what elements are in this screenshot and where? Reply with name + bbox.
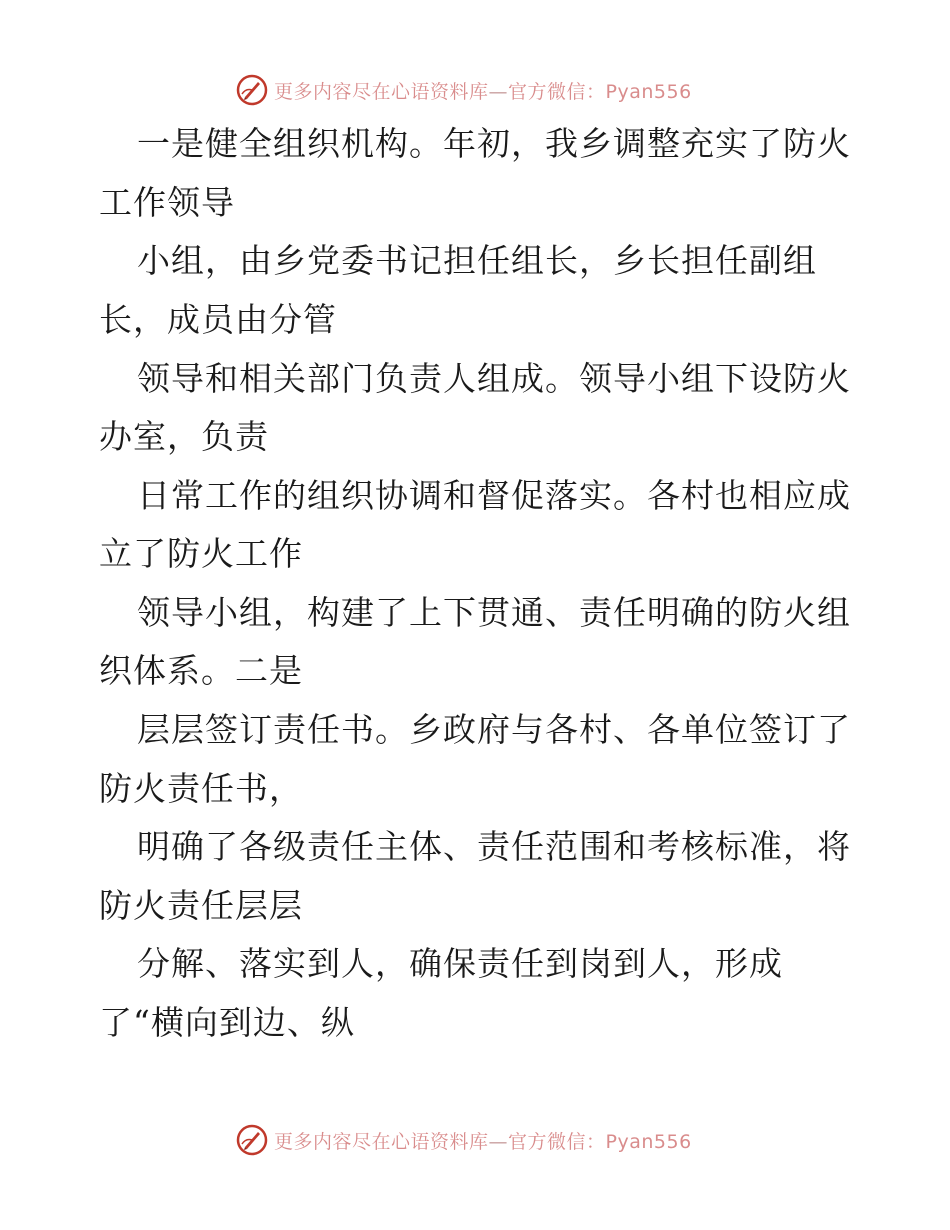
watermark-main-text: 更多内容尽在心语资料库 — [274, 1130, 489, 1153]
watermark-text — [274, 77, 692, 104]
body-line-11: 层层签订责任书。乡政府与各村、各单位签订了 — [137, 710, 851, 749]
body-line-15: 分解、落实到人，确保责任到岗到人，形成 — [137, 944, 783, 983]
body-line-1: 一是健全组织机构。年初，我乡调整充实了防火 — [137, 124, 851, 163]
body-line-16: 了“横向到边、纵 — [99, 1003, 355, 1042]
quill-seal-icon — [236, 74, 268, 106]
body-line-6: 办室，负责 — [99, 417, 269, 456]
watermark-dash: — — [488, 1130, 509, 1153]
body-line-3: 小组，由乡党委书记担任组长，乡长担任副组 — [137, 241, 817, 280]
body-line-10: 织体系。二是 — [99, 651, 303, 690]
watermark-tail-text: 官方微信：Pyan556 — [508, 80, 692, 103]
body-line-12: 防火责任书， — [99, 769, 303, 808]
watermark-dash: — — [488, 80, 509, 103]
body-line-8: 立了防火工作 — [99, 534, 303, 573]
footer-watermark — [236, 1123, 692, 1157]
body-line-13: 明确了各级责任主体、责任范围和考核标准，将 — [137, 827, 851, 866]
body-line-14: 防火责任层层 — [99, 886, 303, 925]
quill-seal-icon — [236, 1124, 268, 1156]
body-line-7: 日常工作的组织协调和督促落实。各村也相应成 — [137, 476, 851, 515]
watermark-text — [274, 1127, 692, 1154]
body-line-4: 长，成员由分管 — [99, 300, 337, 339]
header-watermark — [236, 73, 692, 107]
body-line-5: 领导和相关部门负责人组成。领导小组下设防火 — [137, 359, 851, 398]
body-line-2: 工作领导 — [99, 183, 235, 222]
watermark-main-text: 更多内容尽在心语资料库 — [274, 80, 489, 103]
watermark-tail-text: 官方微信：Pyan556 — [508, 1130, 692, 1153]
body-line-9: 领导小组，构建了上下贯通、责任明确的防火组 — [137, 593, 851, 632]
